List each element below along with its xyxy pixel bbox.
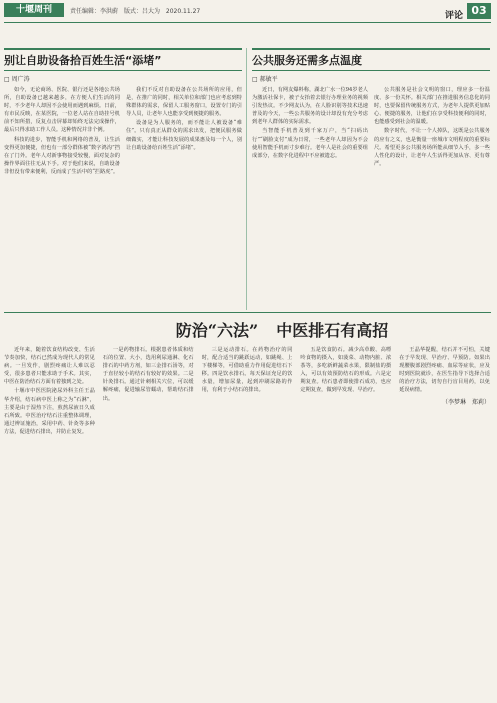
newspaper-brand: 十堰周刊 — [4, 3, 64, 17]
page-meta — [70, 6, 204, 15]
article-column — [252, 86, 368, 316]
article-column — [300, 346, 391, 694]
section-rule — [4, 312, 491, 313]
column-divider — [246, 48, 247, 310]
article-column — [103, 346, 194, 694]
article-column — [374, 86, 490, 316]
paragraph: 数字时代，不让一个人掉队，这既是公共服务的应有之义，也是衡量一座城市文明程度的重要标尺。希望更多公共服务场所能从细节入手，多一些人性化的设计，让老年人生活得更加从容、更有尊严。 — [374, 128, 490, 167]
article-column — [4, 346, 95, 694]
article-column — [4, 86, 120, 316]
paragraph: 五是饮食防石。减少高草酸、高嘌呤食物的摄入，如菠菜、动物内脏、浓茶等，多吃新鲜蔬菜水果，限制盐的摄入，可以有效预防结石的形成。六是定期复查。结石患者即使排石成功，也应定期复查，做到早发现、早治疗。 — [300, 347, 392, 394]
paragraph: 设备是为人服务的，而不能让人被设备“难住”。只有真正从群众的需求出发，把便民服务做细做实，才能让科技发展的成果惠及每一个人，别让自助设备给百姓生活“添堵”。 — [126, 120, 242, 151]
article-title: 公共服务还需多点温度 — [252, 48, 490, 71]
paragraph: 科技的进步，智能手机和网络的普及，让生活变得更加便捷，但也有一部分群体被“数字鸿沟”挡在了门外。老年人对新事物接受较慢，面对复杂的操作界面往往无从下手。对于他们来说，自助设备非但没有带来便利，反而成了生活中的“拦路虎”。 — [4, 136, 120, 175]
article-tcm-stones — [4, 346, 490, 696]
issue-date: 2020.11.27 — [165, 8, 201, 15]
article-byline: □ 周广涛 — [4, 76, 30, 83]
headline-part-one: 防治“六法” — [175, 321, 259, 340]
article-public-service — [252, 48, 490, 310]
paragraph: 近日，有网友爆料称，湖北广水一位94岁老人为激活社保卡，被子女抬着去银行办理业务的视频引发热议。不少网友认为，在人脸识别等技术迅速普及的今天，一些公共服务的设计却没有充分考虑到老年人群体的实际需求。 — [252, 87, 368, 126]
paragraph: 公共服务是社会文明的窗口，理应多一份温度、多一份关怀。相关部门在推进服务信息化的同时，也要保留传统服务方式，为老年人提供更加贴心、便捷的服务，让他们在享受科技便利的同时，也能感受到社会的温暖。 — [374, 87, 490, 126]
article-signature: （李梦琳 郑莉） — [441, 398, 490, 406]
article-column — [126, 86, 242, 316]
paragraph: 当智能手机普及到千家万户，当“扫码出行”“刷脸支付”成为日常，一些老年人却因为不会使用智能手机而寸步难行。老年人是社会的重要组成部分，在数字化进程中不应被遗忘。 — [252, 128, 368, 159]
paragraph: 我们不反对自助设备在公共场所的应用，但是，在推广的同时，相关单位和部门也应考虑到特殊群体的需求，保留人工服务窗口，设置专门的引导人员，让老年人也能享受到便捷的服务。 — [126, 87, 242, 118]
article-self-service-devices — [4, 48, 242, 310]
article-column — [202, 346, 293, 694]
headline-part-two: 中医排石有高招 — [276, 321, 389, 340]
page-number: 03 — [467, 3, 491, 19]
editor-credit: 责任编辑：李洪蔚 — [70, 8, 119, 15]
article-byline: □ 郝敏平 — [252, 76, 278, 83]
paragraph: 十堰市中医医院泌尿外科主任王晶华介绍，结石病中医上称之为“石淋”，主要是由于湿热下注，煎熬尿液日久成石所致。中医治疗结石注重整体调理，通过辨证施治，采用中药、针灸等多种方法，促进结石排出，并防止复发。 — [4, 388, 95, 435]
article-title: 别让自助设备拾百姓生活“添堵” — [4, 48, 242, 71]
article-column — [399, 346, 490, 694]
paragraph: 三是运动排石。在药物治疗的同时，配合适当的跳跃运动，如跳绳、上下楼梯等，可借助重力作用促进结石下移。四是饮水排石。每天保证充足的饮水量，增加尿量，起到冲刷尿路的作用，有利于小结石的排出。 — [201, 347, 293, 394]
paragraph: 如今，无论商场、医院、银行还是各地公共场所，自助设备已越来越多，在方便人们生活的同时，不少老年人却因不会使用而遇到麻烦。日前，有市民反映，在某医院，一位老人站在自助挂号机前不知所措，反复点击屏幕却始终无法完成操作，最后只得求助工作人员。这种情况并非个例。 — [4, 87, 120, 134]
header-rule — [4, 22, 491, 23]
section-title: 评论 — [444, 11, 463, 21]
layout-credit: 版式：吕大为 — [123, 8, 160, 15]
paragraph: 近年来，随着饮食结构改变、生活节奏加快，结石已然成为现代人的常见病。一旦发作，剧烈疼痛让人难以忍受，很多患者只能求助于手术。其实，中医在防治结石方面有着独到之处。 — [4, 347, 95, 386]
page-header — [0, 0, 497, 30]
paragraph: 王晶华提醒，结石并不可怕，关键在于早发现、早治疗、早预防。如果出现腰腹部剧烈疼痛、血尿等症状，应及时到医院就诊，在医生指导下选择合适的治疗方法，切勿自行盲目用药，以免延误病情。 — [399, 347, 490, 394]
paragraph: 一是药物排石。根据患者体质和结石的位置、大小，选用利尿通淋、化石排石的中药方剂，如三金排石汤等，对于直径较小的结石有较好的效果。二是针灸排石。通过针刺相关穴位，可以缓解疼痛，促进输尿管蠕动，帮助结石排出。 — [102, 347, 194, 402]
headline — [132, 318, 432, 341]
